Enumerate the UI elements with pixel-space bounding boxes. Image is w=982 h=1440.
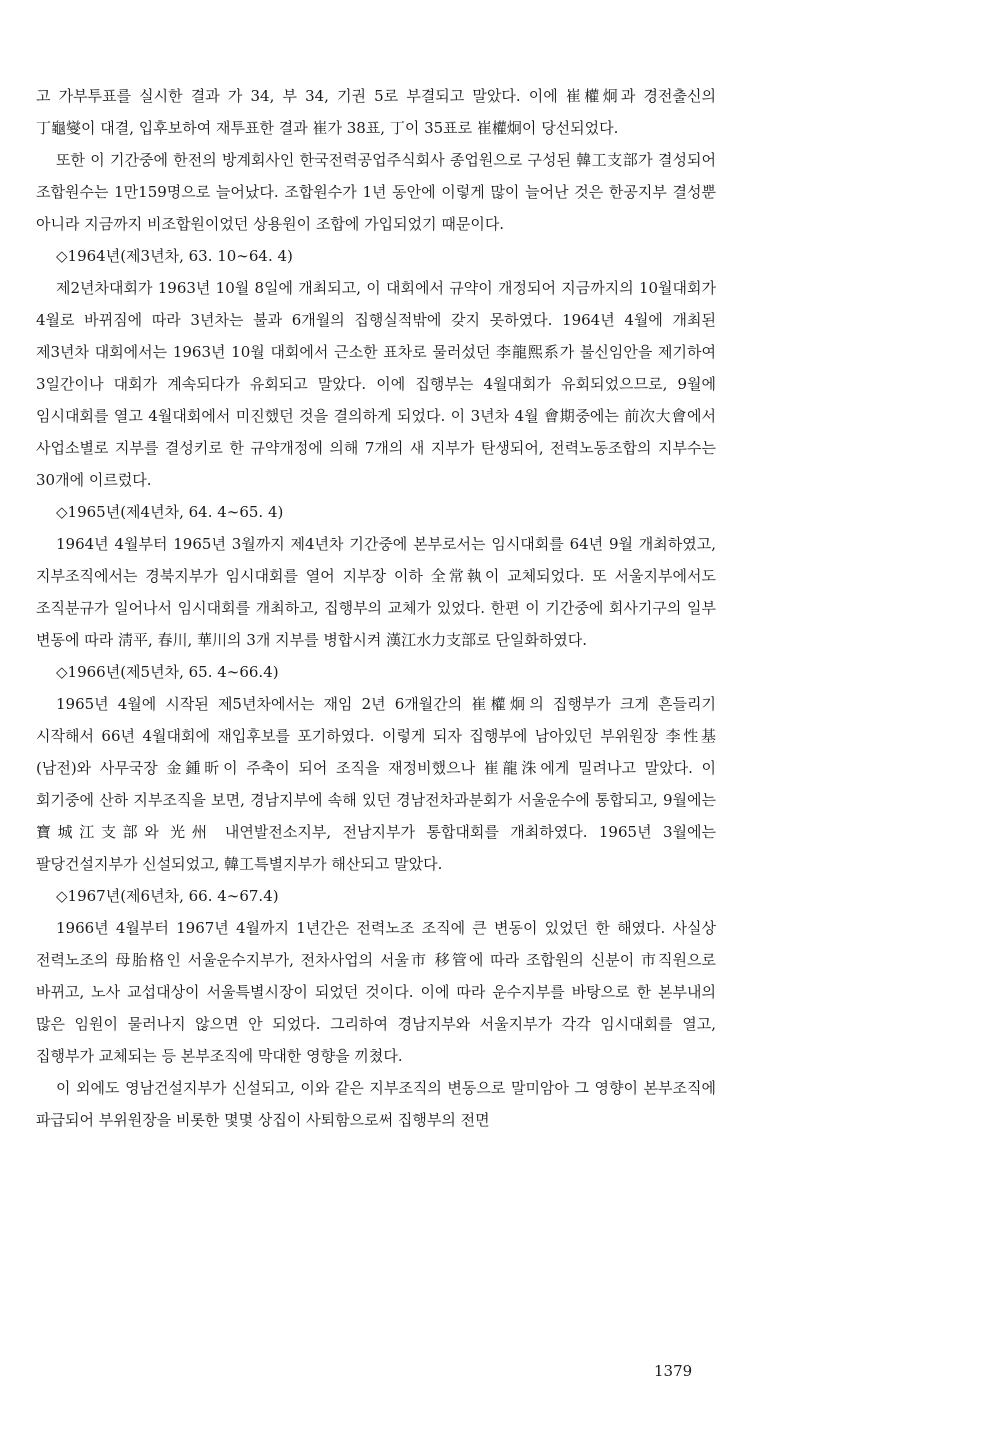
section-heading-1965: ◇1965년(제4년차, 64. 4∼65. 4) bbox=[56, 503, 284, 521]
page-number: 1379 bbox=[654, 1362, 693, 1380]
page-body bbox=[36, 80, 716, 1136]
section-heading-1967: ◇1967년(제6년차, 66. 4∼67.4) bbox=[56, 887, 279, 905]
paragraph-1967: 1966년 4월부터 1967년 4월까지 1년간은 전력노조 조직에 큰 변동이 있었던 한 해였다. 사실상 전력노조의 母胎格인 서울운수지부가, 전차사업의 서울市 移管에 따라 조합원의 신분이 市직원으로 바뀌고, 노사 교섭대상이 서울특별시장이 되었던 것이다. 이에 따라 운수지부를 바탕으로 한 본부내의 많은 임원이 물러나지 않으면 안 되었다. 그리하여 경남지부와 서울지부가 각각 임시대회를 열고, 집행부가 교체되는 등 본부조직에 막대한 영향을 끼쳤다. bbox=[36, 919, 716, 1065]
section-heading-1964: ◇1964년(제3년차, 63. 10∼64. 4) bbox=[56, 247, 293, 265]
paragraph-1965: 1964년 4월부터 1965년 3월까지 제4년차 기간중에 본부로서는 임시대회를 64년 9월 개최하였고, 지부조직에서는 경북지부가 임시대회를 열어 지부장 이하 全常執이 교체되었다. 또 서울지부에서도 조직분규가 일어나서 임시대회를 개최하고, 집행부의 교체가 있었다. 한편 이 기간중에 회사기구의 일부 변동에 따라 淸平, 春川, 華川의 3개 지부를 병합시켜 漢江水力支部로 단일화하였다. bbox=[36, 535, 716, 649]
paragraph-yeongnam-branch: 이 외에도 영남건설지부가 신설되고, 이와 같은 지부조직의 변동으로 말미암아 그 영향이 본부조직에 파급되어 부위원장을 비롯한 몇몇 상집이 사퇴함으로써 집행부의 전면 bbox=[36, 1079, 716, 1129]
section-heading-1966: ◇1966년(제5년차, 65. 4∼66.4) bbox=[56, 663, 279, 681]
paragraph-1964: 제2년차대회가 1963년 10월 8일에 개최되고, 이 대회에서 규약이 개정되어 지금까지의 10월대회가 4월로 바뀌짐에 따라 3년차는 불과 6개월의 집행실적밖에 갖지 못하였다. 1964년 4월에 개최된 제3년차 대회에서는 1963년 10월 대회에서 근소한 표차로 물러섰던 李龍熙系가 불신임안을 제기하여 3일간이나 대회가 계속되다가 유회되고 말았다. 이에 집행부는 4월대회가 유회되었으므로, 9월에 임시대회를 열고 4월대회에서 미진했던 것을 결의하게 되었다. 이 3년차 4월 會期중에는 前次大會에서 사업소별로 지부를 결성키로 한 규약개정에 의해 7개의 새 지부가 탄생되어, 전력노동조합의 지부수는 30개에 이르렀다. bbox=[36, 279, 716, 489]
paragraph-hangong-branch: 또한 이 기간중에 한전의 방계회사인 한국전력공업주식회사 종업원으로 구성된 韓工支部가 결성되어 조합원수는 1만159명으로 늘어났다. 조합원수가 1년 동안에 이렇게 많이 늘어난 것은 한공지부 결성뿐 아니라 지금까지 비조합원이었던 상용원이 조합에 가입되었기 때문이다. bbox=[36, 151, 716, 233]
paragraph-continued: 고 가부투표를 실시한 결과 가 34, 부 34, 기권 5로 부결되고 말았다. 이에 崔權炯과 경전출신의 丁龜燮이 대결, 입후보하여 재투표한 결과 崔가 38표, 丁이 35표로 崔權炯이 당선되었다. bbox=[36, 87, 716, 137]
paragraph-1966: 1965년 4월에 시작된 제5년차에서는 재임 2년 6개월간의 崔權炯의 집행부가 크게 흔들리기 시작해서 66년 4월대회에 재입후보를 포기하였다. 이렇게 되자 집행부에 남아있던 부위원장 李性基(남전)와 사무국장 金鍾昕이 주축이 되어 조직을 재정비했으나 崔龍洙에게 밀려나고 말았다. 이 회기중에 산하 지부조직을 보면, 경남지부에 속해 있던 경남전차과분회가 서울운수에 통합되고, 9월에는 寶城江支部와 光州 내연발전소지부, 전남지부가 통합대회를 개최하였다. 1965년 3월에는 팔당건설지부가 신설되었고, 韓工특별지부가 해산되고 말았다. bbox=[36, 695, 716, 873]
